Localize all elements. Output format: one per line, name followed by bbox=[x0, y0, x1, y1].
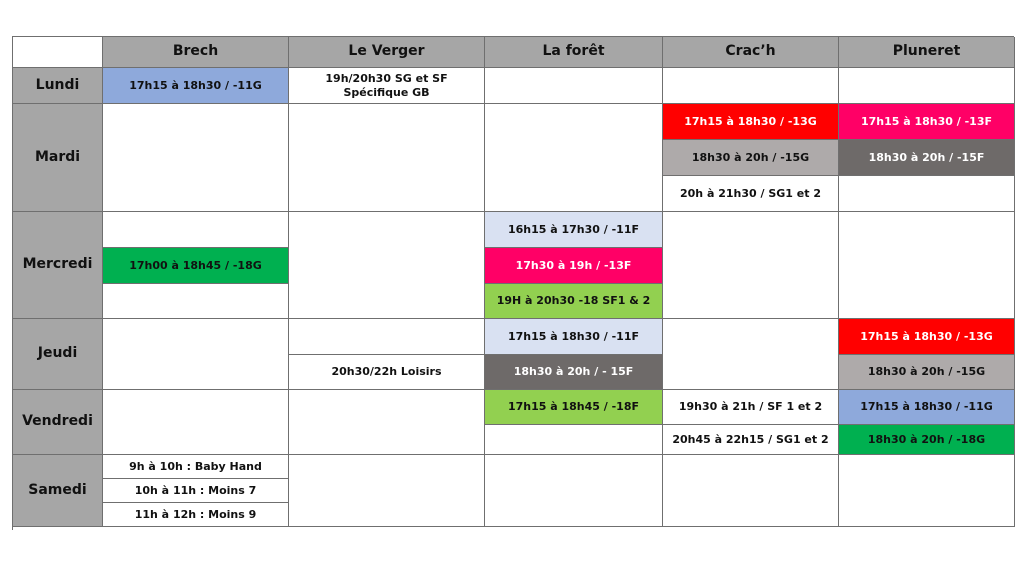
header-le-verger: Le Verger bbox=[289, 37, 485, 68]
empty-cell bbox=[103, 390, 289, 455]
slot-jeudi-foret-1: 17h15 à 18h30 / -11F bbox=[485, 319, 663, 355]
empty-cell bbox=[289, 455, 485, 527]
day-mercredi: Mercredi bbox=[13, 212, 103, 319]
empty-cell bbox=[485, 455, 663, 527]
slot-samedi-brech-1: 9h à 10h : Baby Hand bbox=[103, 455, 289, 479]
slot-mercredi-brech: 17h00 à 18h45 / -18G bbox=[103, 248, 289, 284]
slot-mardi-crach-1: 17h15 à 18h30 / -13G bbox=[663, 104, 839, 140]
corner-cell bbox=[13, 37, 103, 68]
empty-cell bbox=[289, 212, 485, 319]
day-jeudi: Jeudi bbox=[13, 319, 103, 390]
empty-cell bbox=[103, 284, 289, 319]
slot-samedi-brech-2: 10h à 11h : Moins 7 bbox=[103, 479, 289, 503]
slot-mercredi-foret-1: 16h15 à 17h30 / -11F bbox=[485, 212, 663, 248]
slot-mardi-crach-2: 18h30 à 20h / -15G bbox=[663, 140, 839, 176]
slot-vendredi-pluneret-2: 18h30 à 20h / -18G bbox=[839, 425, 1015, 455]
header-la-foret: La forêt bbox=[485, 37, 663, 68]
slot-mercredi-foret-3: 19H à 20h30 -18 SF1 & 2 bbox=[485, 284, 663, 319]
slot-vendredi-foret: 17h15 à 18h45 / -18F bbox=[485, 390, 663, 425]
empty-cell bbox=[289, 319, 485, 355]
empty-cell bbox=[103, 212, 289, 248]
empty-cell bbox=[663, 319, 839, 390]
day-mardi: Mardi bbox=[13, 104, 103, 212]
slot-jeudi-pluneret-2: 18h30 à 20h / -15G bbox=[839, 355, 1015, 390]
empty-cell bbox=[839, 455, 1015, 527]
empty-cell bbox=[103, 104, 289, 212]
empty-cell bbox=[839, 68, 1015, 104]
empty-cell bbox=[663, 212, 839, 319]
empty-cell bbox=[485, 104, 663, 212]
schedule-table bbox=[12, 36, 1014, 530]
slot-mardi-crach-3: 20h à 21h30 / SG1 et 2 bbox=[663, 176, 839, 212]
slot-samedi-brech-3: 11h à 12h : Moins 9 bbox=[103, 503, 289, 527]
empty-cell bbox=[289, 390, 485, 455]
header-pluneret: Pluneret bbox=[839, 37, 1015, 68]
empty-cell bbox=[103, 319, 289, 390]
empty-cell bbox=[485, 425, 663, 455]
slot-lundi-brech: 17h15 à 18h30 / -11G bbox=[103, 68, 289, 104]
header-brech: Brech bbox=[103, 37, 289, 68]
slot-jeudi-foret-2: 18h30 à 20h / - 15F bbox=[485, 355, 663, 390]
empty-cell bbox=[839, 212, 1015, 319]
slot-vendredi-crach-2: 20h45 à 22h15 / SG1 et 2 bbox=[663, 425, 839, 455]
slot-jeudi-le-verger: 20h30/22h Loisirs bbox=[289, 355, 485, 390]
slot-vendredi-pluneret-1: 17h15 à 18h30 / -11G bbox=[839, 390, 1015, 425]
empty-cell bbox=[663, 68, 839, 104]
day-lundi: Lundi bbox=[13, 68, 103, 104]
empty-cell bbox=[663, 455, 839, 527]
empty-cell bbox=[485, 68, 663, 104]
slot-mardi-pluneret-1: 17h15 à 18h30 / -13F bbox=[839, 104, 1015, 140]
empty-cell bbox=[839, 176, 1015, 212]
day-vendredi: Vendredi bbox=[13, 390, 103, 455]
header-crach: Crac’h bbox=[663, 37, 839, 68]
slot-jeudi-pluneret-1: 17h15 à 18h30 / -13G bbox=[839, 319, 1015, 355]
empty-cell bbox=[289, 104, 485, 212]
slot-lundi-le-verger: 19h/20h30 SG et SF Spécifique GB bbox=[289, 68, 485, 104]
slot-mercredi-foret-2: 17h30 à 19h / -13F bbox=[485, 248, 663, 284]
slot-mardi-pluneret-2: 18h30 à 20h / -15F bbox=[839, 140, 1015, 176]
day-samedi: Samedi bbox=[13, 455, 103, 527]
slot-vendredi-crach-1: 19h30 à 21h / SF 1 et 2 bbox=[663, 390, 839, 425]
